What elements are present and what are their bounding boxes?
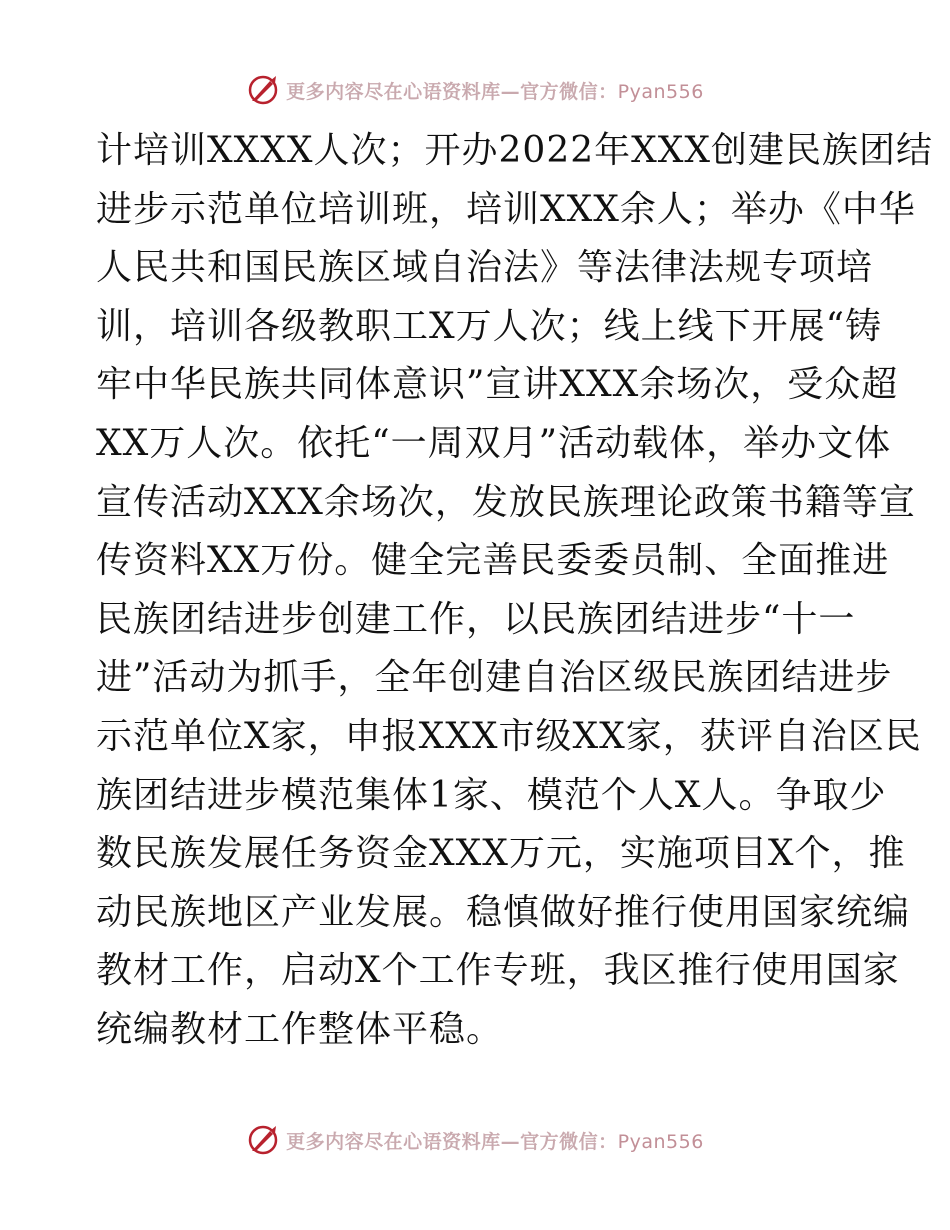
text-line: 牢中华民族共同体意识”宣讲XXX余场次，受众超 xyxy=(96,364,899,406)
wechat-id: Pyan556 xyxy=(617,80,704,103)
text-line: XX万人次。依托“一周双月”活动载体，举办文体 xyxy=(96,422,892,464)
text-line: 传资料XX万份。健全完善民委委员制、全面推进 xyxy=(96,540,890,582)
quill-logo-icon xyxy=(246,1123,280,1157)
text-line: 人民共和国民族区域自治法》等法律法规专项培 xyxy=(96,247,874,289)
text-line: 教材工作，启动X个工作专班，我区推行使用国家 xyxy=(96,950,900,992)
watermark-text: 更多内容尽在心语资料库—官方微信：Pyan556 xyxy=(286,1130,704,1153)
wechat-id: Pyan556 xyxy=(617,1130,704,1153)
text-line: 统编教材工作整体平稳。 xyxy=(96,1008,504,1050)
document-body xyxy=(96,122,934,1060)
header-watermark xyxy=(0,70,950,110)
footer-watermark xyxy=(0,1120,950,1160)
watermark-text: 更多内容尽在心语资料库—官方微信：Pyan556 xyxy=(286,80,704,103)
text-line: 示范单位X家，申报XXX市级XX家，获评自治区民 xyxy=(96,715,922,757)
text-line: 进步示范单位培训班，培训XXX余人；举办《中华 xyxy=(96,188,916,230)
text-line: 训，培训各级教职工X万人次；线上线下开展“铸 xyxy=(96,305,883,347)
text-line: 数民族发展任务资金XXX万元，实施项目X个，推 xyxy=(96,833,906,875)
text-line: 民族团结进步创建工作，以民族团结进步“十一 xyxy=(96,598,856,640)
text-line: 进”活动为抓手，全年创建自治区级民族团结进步 xyxy=(96,657,893,699)
text-line: 宣传活动XXX余场次，发放民族理论政策书籍等宣 xyxy=(96,481,916,523)
quill-logo-icon xyxy=(246,73,280,107)
text-line: 族团结进步模范集体1家、模范个人X人。争取少 xyxy=(96,774,887,816)
text-line: 计培训XXXX人次；开办2022年XXX创建民族团结 xyxy=(96,130,934,171)
text-line: 动民族地区产业发展。稳慎做好推行使用国家统编 xyxy=(96,891,911,933)
